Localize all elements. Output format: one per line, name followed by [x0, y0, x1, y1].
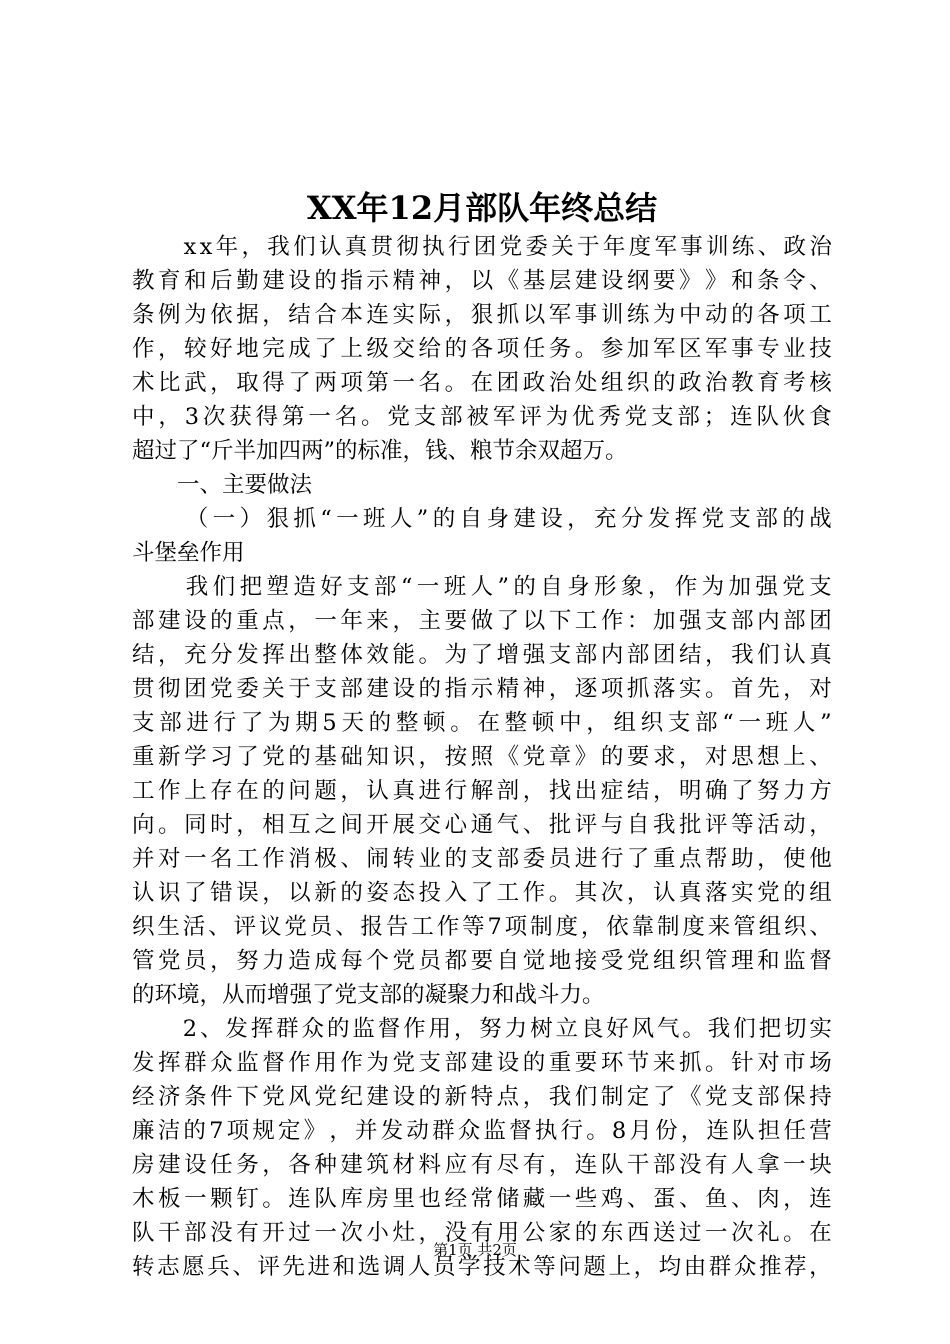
text-line: x x 年 ， 我 们 认 真 贯 彻 执 行 团 党 委 关 于 年 度 军 事 训 练 、 政 治 — [183, 234, 832, 260]
text-line: 支 部 进 行 了 为 期 5 天 的 整 顿 。 在 整 顿 中 ， 组 织 支 部 “ 一 班 人 ” — [132, 710, 832, 736]
text-line: 房 建 设 任 务 ， 各 种 建 筑 材 料 应 有 尽 有 ， 连 队 干 部 没 有 人 拿 一 块 — [132, 1152, 832, 1178]
text-line: 一、主要做法 — [132, 472, 313, 498]
text-line: 认 识 了 错 误 ， 以 新 的 姿 态 投 入 了 工 作 。 其 次 ， 认 真 落 实 党 的 组 — [132, 880, 832, 906]
page-footer: 第1页 共2页 — [433, 1241, 517, 1259]
text-line: 结 ， 充 分 发 挥 出 整 体 效 能 。 为 了 增 强 支 部 内 部 团 结 ， 我 们 认 真 — [132, 642, 832, 668]
text-line: 队 干 部 没 有 开 过 一 次 小 灶 ， 没 有 用 公 家 的 东 西 送 过 一 次 礼 。 在 — [132, 1220, 832, 1246]
text-line: 转 志 愿 兵 、 评 先 进 和 选 调 人 员 学 技 术 等 问 题 上 ， 均 由 群 众 推 荐 ， — [132, 1254, 832, 1280]
text-line: 斗堡垒作用 — [132, 540, 245, 566]
text-line: 超过了“斤半加四两”的标准，钱、粮节余双超万。 — [132, 438, 628, 464]
text-line: 条 例 为 依 据 ， 结 合 本 连 实 际 ， 狠 抓 以 军 事 训 练 为 中 动 的 各 项 工 — [132, 302, 832, 328]
document-body — [132, 230, 832, 1284]
text-line: 木 板 一 颗 钉 。 连 队 库 房 里 也 经 常 储 藏 一 些 鸡 、 蛋 、 鱼 、 肉 ， 连 — [132, 1186, 832, 1212]
text-line: 向 。 同 时 ， 相 互 之 间 开 展 交 心 通 气 、 批 评 与 自 我 批 评 等 活 动 ， — [132, 812, 832, 838]
text-line: 经 济 条 件 下 党 风 党 纪 建 设 的 新 特 点 ， 我 们 制 定 了 《 党 支 部 保 持 — [132, 1084, 832, 1110]
text-line: 中 ， 3 次 获 得 第 一 名 。 党 支 部 被 军 评 为 优 秀 党 支 部 ； 连 队 伙 食 — [132, 404, 832, 430]
text-line: 发 挥 群 众 监 督 作 用 作 为 党 支 部 建 设 的 重 要 环 节 来 抓 。 针 对 市 场 — [132, 1050, 832, 1076]
text-line: 教 育 和 后 勤 建 设 的 指 示 精 神 ， 以 《 基 层 建 设 纲 要 》 》 和 条 令 、 — [132, 268, 832, 294]
text-line: 我 们 把 塑 造 好 支 部 “ 一 班 人 ” 的 自 身 形 象 ， 作 为 加 强 党 支 — [185, 574, 832, 600]
text-line: 工 作 上 存 在 的 问 题 ， 认 真 进 行 解 剖 ， 找 出 症 结 ， 明 确 了 努 力 方 — [132, 778, 832, 804]
text-line: 管 党 员 ， 努 力 造 成 每 个 党 员 都 要 自 觉 地 接 受 党 组 织 管 理 和 监 督 — [132, 948, 832, 974]
text-line: 并 对 一 名 工 作 消 极 、 闹 转 业 的 支 部 委 员 进 行 了 重 点 帮 助 ， 使 他 — [132, 846, 832, 872]
text-line: 的环境，从而增强了党支部的凝聚力和战斗力。 — [132, 982, 605, 1008]
text-line: 术 比 武 ， 取 得 了 两 项 第 一 名 。 在 团 政 治 处 组 织 的 政 治 教 育 考 核 — [132, 370, 832, 396]
text-line: 作 ， 较 好 地 完 成 了 上 级 交 给 的 各 项 任 务 。 参 加 军 区 军 事 专 业 技 — [132, 336, 832, 362]
text-line: （ 一 ） 狠 抓 “ 一 班 人 ” 的 自 身 建 设 ， 充 分 发 挥 党 支 部 的 战 — [185, 506, 832, 532]
text-line: 2 、 发 挥 群 众 的 监 督 作 用 ， 努 力 树 立 良 好 风 气 。 我 们 把 切 实 — [182, 1016, 832, 1042]
text-line: 重 新 学 习 了 党 的 基 础 知 识 ， 按 照 《 党 章 》 的 要 求 ， 对 思 想 上 、 — [132, 744, 832, 770]
text-line: 织 生 活 、 评 议 党 员 、 报 告 工 作 等 7 项 制 度 ， 依 靠 制 度 来 管 组 织 、 — [132, 914, 832, 940]
text-line: 部 建 设 的 重 点 ， 一 年 来 ， 主 要 做 了 以 下 工 作 ： 加 强 支 部 内 部 团 — [132, 608, 832, 634]
text-line: 贯 彻 团 党 委 关 于 支 部 建 设 的 指 示 精 神 ， 逐 项 抓 落 实 。 首 先 ， 对 — [132, 676, 832, 702]
document-title: XX年12月部队年终总结 — [306, 189, 658, 227]
text-line: 廉 洁 的 7 项 规 定 》 ， 并 发 动 群 众 监 督 执 行 。 8 月 份 ， 连 队 担 任 营 — [132, 1118, 832, 1144]
